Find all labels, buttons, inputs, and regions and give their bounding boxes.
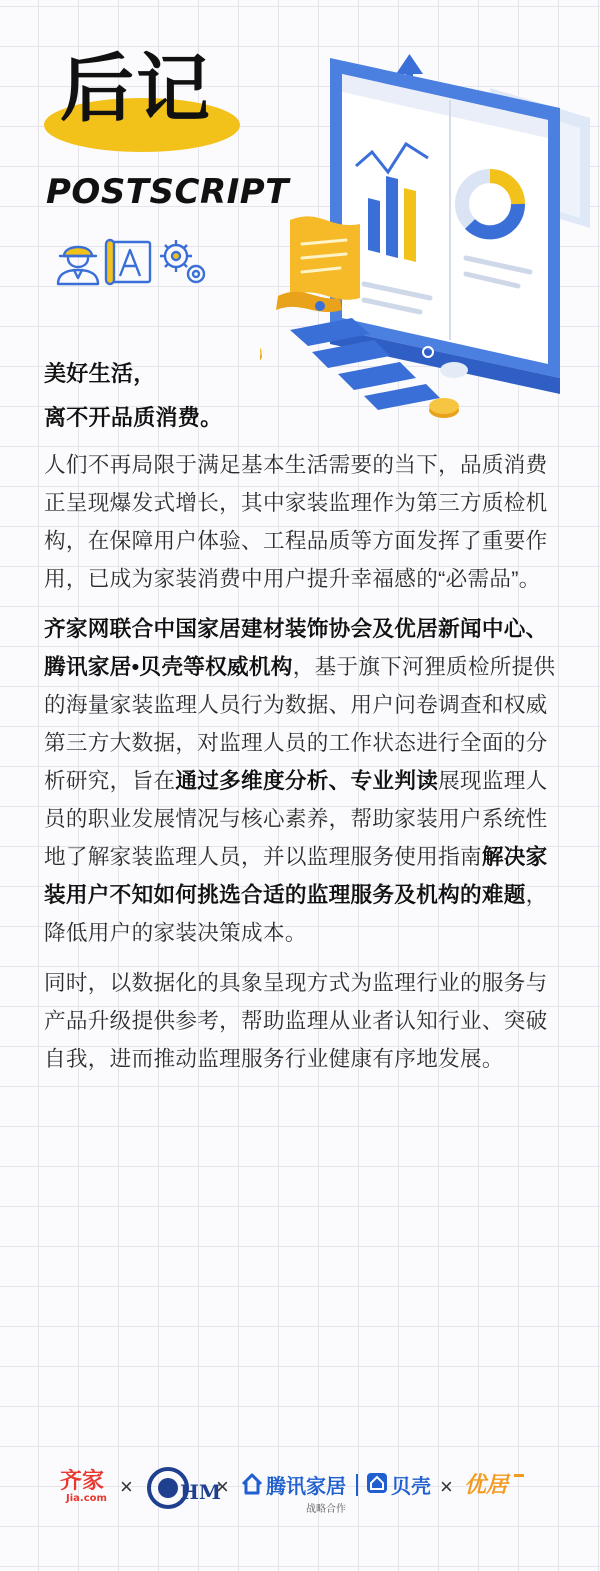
gears-icon [160,240,204,282]
logo-divider [356,1474,358,1496]
article-body [44,352,564,1090]
lead-heading [44,352,564,440]
times-sign: × [216,1474,229,1499]
paragraph-2-text-1: ，基于旗下河狸质检所提供的海量家装监理人员行为数据、用户问卷调查和权威第三方大数据，对监理人员的工作状态进行全面的分析研究，旨在 [44,654,556,793]
beike-house-icon [366,1472,388,1494]
paragraph-1: 人们不再局限于满足基本生活需要的当下，品质消费正呈现爆发式增长，其中家装监理作为第三方质检机构，在保障用户体验、工程品质等方面发挥了重要作用，已成为家装消费中用户提升幸福感的“必需品”。 [44,452,548,591]
ihm-logo-text: HM [180,1480,222,1504]
paper-scroll [276,216,360,312]
youju-mark-icon [514,1474,524,1477]
paragraph-2 [44,610,564,952]
paragraph-2-text-3: ，降低用户的家装决策成本。 [44,882,548,945]
qijia-logo-sub: Jia.com [66,1493,107,1504]
youju-logo-text: 优居 [464,1473,509,1498]
emphasis-partners: 齐家网联合中国家居建材装饰协会及优居新闻中心、腾讯家居•贝壳等权威机构 [44,616,548,679]
qijia-logo-text: 齐家 [60,1469,105,1494]
times-sign: × [120,1474,133,1499]
lead-line-1: 美好生活， [44,361,156,386]
emphasis-analysis: 通过多维度分析、专业判读 [175,768,439,793]
emphasis-problem: 解决家装用户不知如何挑选合适的监理服务及机构的难题 [44,844,548,907]
engineer-icon [58,247,98,284]
lead-line-2: 离不开品质消费。 [44,405,223,430]
tencent-logo-text: 腾讯家居 [266,1474,346,1498]
blueprint-icon [106,240,150,284]
page-title: 后记 [60,46,212,132]
house-icon [240,1472,264,1496]
header-icons [52,232,212,288]
partner-logos [60,1460,560,1530]
page-subtitle: POSTSCRIPT [46,172,289,212]
strategic-partner-label: 战略合作 [306,1504,346,1515]
beike-logo-text: 贝壳 [391,1474,431,1498]
paragraph-3: 同时，以数据化的具象呈现方式为监理行业的服务与产品升级提供参考，帮助监理从业者认知行业、突破自我，进而推动监理服务行业健康有序地发展。 [44,970,548,1071]
paragraph-2-text-2: 展现监理人员的职业发展情况与核心素养，帮助家装用户系统性地了解家装监理人员，并以监理服务使用指南 [44,768,548,869]
times-sign: × [440,1474,453,1499]
